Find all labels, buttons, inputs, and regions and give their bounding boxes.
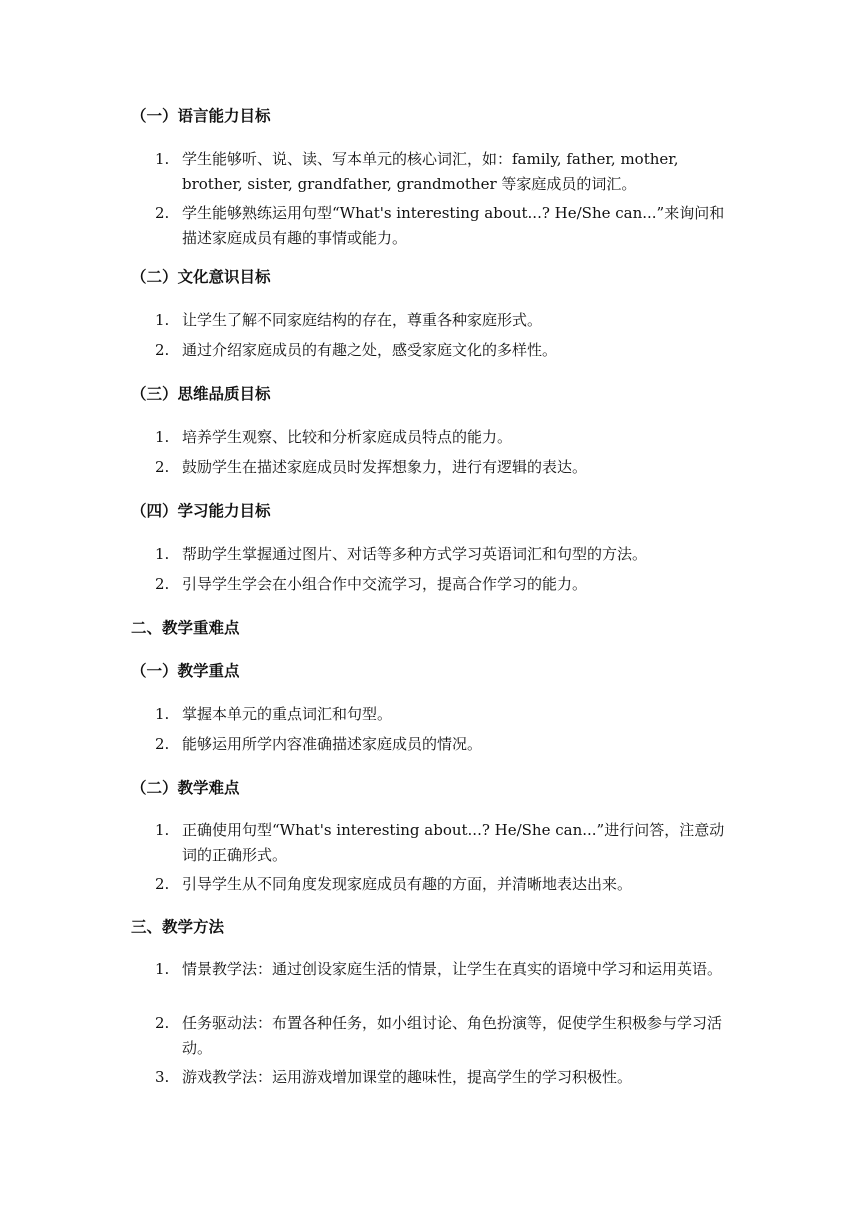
part-heading-key-difficult-points: 二、教学重难点: [131, 619, 240, 637]
section-heading-language: （一）语言能力目标: [131, 107, 271, 125]
list-number: 1.: [155, 150, 170, 168]
section-heading-learning: （四）学习能力目标: [131, 502, 271, 520]
list-text: 能够运用所学内容准确描述家庭成员的情况。: [182, 735, 483, 753]
list-text: 任务驱动法：布置各种任务，如小组讨论、角色扮演等，促使学生积极参与学习活动。: [182, 1014, 723, 1057]
section-heading-key-points: （一）教学重点: [131, 662, 240, 680]
section-heading-culture: （二）文化意识目标: [131, 268, 271, 286]
list-text: 让学生了解不同家庭结构的存在，尊重各种家庭形式。: [182, 311, 543, 329]
section-heading-thinking: （三）思维品质目标: [131, 385, 271, 403]
list-text: 游戏教学法：运用游戏增加课堂的趣味性，提高学生的学习积极性。: [182, 1068, 633, 1086]
list-text: 情景教学法：通过创设家庭生活的情景，让学生在真实的语境中学习和运用英语。: [182, 960, 723, 978]
part-heading-teaching-methods: 三、教学方法: [131, 918, 225, 936]
list-text: 学生能够熟练运用句型“What's interesting about...? He/She can...”来询问和描述家庭成员有趣的事情或能力。: [182, 204, 725, 247]
list-number: 2.: [155, 1014, 170, 1032]
list-text: 帮助学生掌握通过图片、对话等多种方式学习英语词汇和句型的方法。: [182, 545, 648, 563]
list-number: 1.: [155, 311, 170, 329]
list-number: 2.: [155, 204, 170, 222]
list-number: 2.: [155, 575, 170, 593]
list-text: 引导学生学会在小组合作中交流学习，提高合作学习的能力。: [182, 575, 588, 593]
list-text: 通过介绍家庭成员的有趣之处，感受家庭文化的多样性。: [182, 341, 558, 359]
list-text: 掌握本单元的重点词汇和句型。: [182, 705, 393, 723]
list-number: 1.: [155, 960, 170, 978]
section-heading-difficult-points: （二）教学难点: [131, 779, 240, 797]
list-number: 2.: [155, 341, 170, 359]
list-number: 2.: [155, 458, 170, 476]
list-text: 鼓励学生在描述家庭成员时发挥想象力，进行有逻辑的表达。: [182, 458, 588, 476]
list-number: 1.: [155, 705, 170, 723]
list-text: 正确使用句型“What's interesting about...? He/She can...”进行问答，注意动词的正确形式。: [182, 821, 725, 864]
list-number: 2.: [155, 875, 170, 893]
list-number: 3.: [155, 1068, 170, 1086]
list-number: 1.: [155, 821, 170, 839]
list-text: 引导学生从不同角度发现家庭成员有趣的方面，并清晰地表达出来。: [182, 875, 633, 893]
list-number: 1.: [155, 545, 170, 563]
list-text: 培养学生观察、比较和分析家庭成员特点的能力。: [182, 428, 513, 446]
list-text: 学生能够听、说、读、写本单元的核心词汇，如：family, father, mother, brother, sister, grandfather, grandmother 等家庭成员的词汇。: [182, 150, 679, 193]
list-number: 2.: [155, 735, 170, 753]
list-number: 1.: [155, 428, 170, 446]
